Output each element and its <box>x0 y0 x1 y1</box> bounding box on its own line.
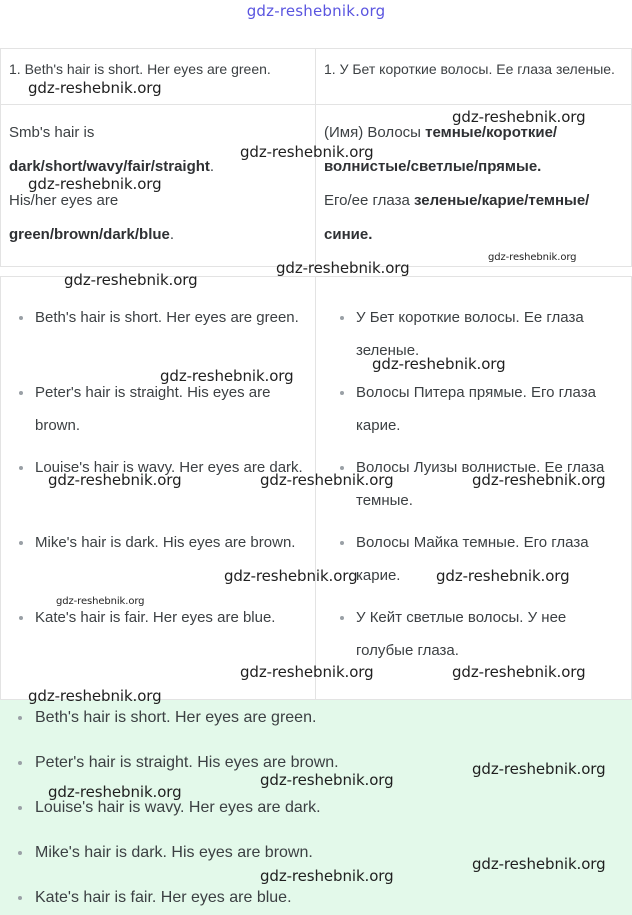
list-item: Волосы Питера прямые. Его глаза карие. <box>356 376 625 442</box>
bullet-icon <box>18 851 22 855</box>
cell-ru-title <box>316 48 632 105</box>
bullet-icon <box>340 616 344 620</box>
watermark: gdz-reshebnik.org <box>472 855 606 873</box>
watermark: gdz-reshebnik.org <box>260 471 394 489</box>
watermark: gdz-reshebnik.org <box>452 108 586 126</box>
watermark: gdz-reshebnik.org <box>276 259 410 277</box>
watermark: gdz-reshebnik.org <box>488 252 577 263</box>
bullet-icon <box>340 316 344 320</box>
list-item: Louise's hair is wavy. Her eyes are dark. <box>35 451 309 484</box>
watermark: gdz-reshebnik.org <box>472 471 606 489</box>
bullet-icon <box>340 466 344 470</box>
list-item: Beth's hair is short. Her eyes are green. <box>35 707 626 729</box>
list-item: Louise's hair is wavy. Her eyes are dark. <box>35 797 626 819</box>
list-item: У Кейт светлые волосы. У нее голубые глаза. <box>356 601 625 667</box>
list-item: Peter's hair is straight. His eyes are brown. <box>35 752 626 774</box>
watermark: gdz-reshebnik.org <box>48 471 182 489</box>
bullet-icon <box>340 391 344 395</box>
bullet-icon <box>18 806 22 810</box>
watermark: gdz-reshebnik.org <box>160 367 294 385</box>
pattern-en-line3: His/her eyes are <box>9 192 119 209</box>
watermark: gdz-reshebnik.org <box>472 760 606 778</box>
watermark: gdz-reshebnik.org <box>240 663 374 681</box>
list-item: Волосы Луизы волнистые. Ее глаза темные. <box>356 451 625 517</box>
watermark: gdz-reshebnik.org <box>452 663 586 681</box>
list-item: Kate's hair is fair. Her eyes are blue. <box>35 887 626 909</box>
watermark: gdz-reshebnik.org <box>28 175 162 193</box>
list-item: Волосы Майка темные. Его глаза карие. <box>356 526 625 592</box>
bullet-icon <box>18 761 22 765</box>
list-item: Beth's hair is short. Her eyes are green. <box>35 301 309 334</box>
watermark: gdz-reshebnik.org <box>64 271 198 289</box>
bullet-icon <box>18 896 22 900</box>
pattern-ru-eyes: Его/ее глаза зеленые/карие/темные/ синие. <box>324 192 590 243</box>
watermark: gdz-reshebnik.org <box>28 79 162 97</box>
bullet-icon <box>19 316 23 320</box>
bullet-icon <box>19 541 23 545</box>
list-item: Mike's hair is dark. His eyes are brown. <box>35 526 309 559</box>
title-en: 1. Beth's hair is short. Her eyes are green. <box>9 61 271 77</box>
pattern-en-line4: green/brown/dark/blue. <box>9 226 175 243</box>
watermark: gdz-reshebnik.org <box>260 771 394 789</box>
bullet-icon <box>19 616 23 620</box>
site-header-link[interactable]: gdz-reshebnik.org <box>246 2 386 20</box>
cell-ru-pattern <box>316 104 632 267</box>
title-ru: 1. У Бет короткие волосы. Ее глаза зеленые. <box>324 61 615 77</box>
watermark: gdz-reshebnik.org <box>56 596 145 607</box>
watermark: gdz-reshebnik.org <box>240 143 374 161</box>
list-item: Mike's hair is dark. His eyes are brown. <box>35 842 626 864</box>
list-item: Kate's hair is fair. Her eyes are blue. <box>35 601 309 634</box>
watermark: gdz-reshebnik.org <box>372 355 506 373</box>
watermark: gdz-reshebnik.org <box>28 687 162 705</box>
watermark: gdz-reshebnik.org <box>436 567 570 585</box>
list-item: Peter's hair is straight. His eyes are brown. <box>35 376 309 442</box>
pattern-en-line1: Smb's hair is <box>9 124 95 141</box>
list-item: У Бет короткие волосы. Ее глаза зеленые. <box>356 301 625 367</box>
watermark: gdz-reshebnik.org <box>48 783 182 801</box>
bullet-icon <box>340 541 344 545</box>
pattern-en-line2: dark/short/wavy/fair/straight. <box>9 158 215 175</box>
watermark: gdz-reshebnik.org <box>224 567 358 585</box>
watermark: gdz-reshebnik.org <box>260 867 394 885</box>
bullet-icon <box>19 466 23 470</box>
bullet-icon <box>19 391 23 395</box>
pattern-ru-hair: (Имя) Волосы темные/короткие/ волнистые/светлые/прямые. <box>324 124 558 175</box>
bullet-icon <box>18 716 22 720</box>
